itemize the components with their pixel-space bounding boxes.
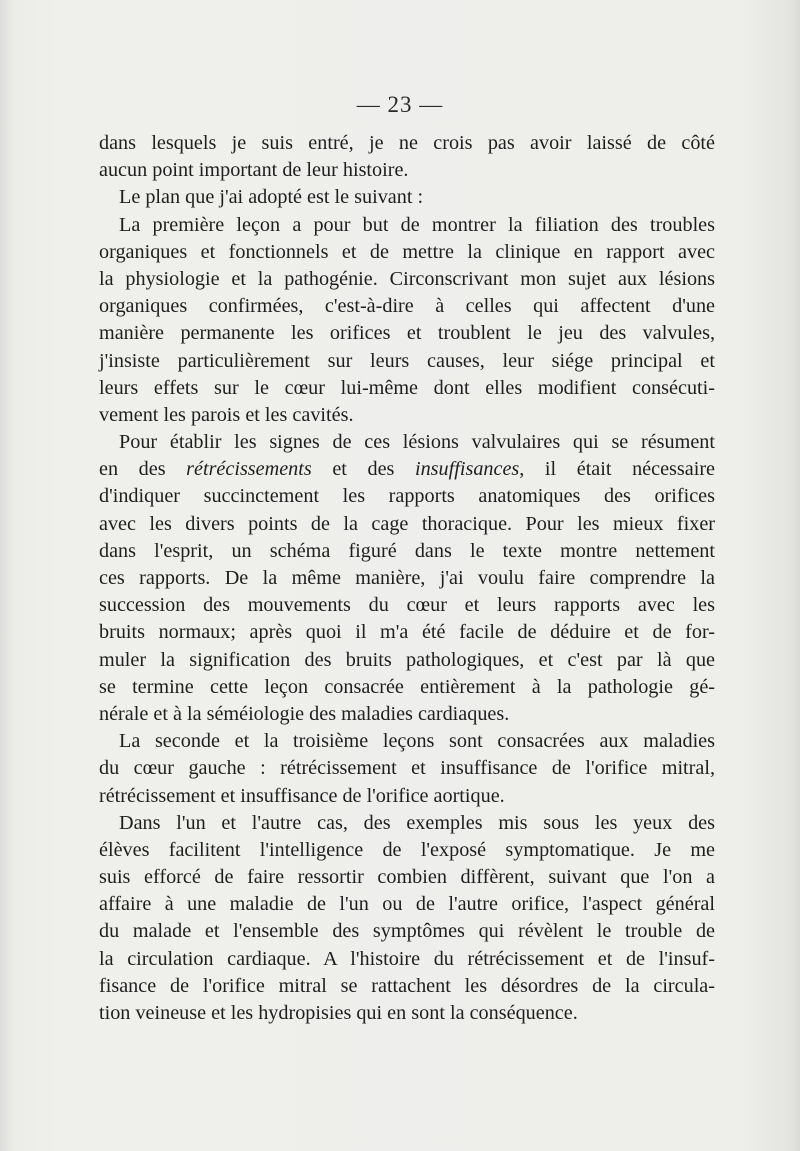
text-line: Le plan que j'ai adopté est le suivant : bbox=[119, 186, 424, 209]
text-fragment: , il était nécessaire bbox=[519, 458, 716, 481]
text-line: ces rapports. De la même manière, j'ai voulu faire comprendre la bbox=[99, 567, 715, 589]
text-line: Pour établir les signes de ces lésions valvulaires qui se résument bbox=[119, 431, 715, 454]
text-line: manière permanente les orifices et troublent le jeu des valvules, bbox=[99, 322, 715, 345]
text-line: organiques et fonctionnels et de mettre la clinique en rapport avec bbox=[99, 240, 715, 263]
paragraph bbox=[99, 184, 715, 211]
text-line: Dans l'un et l'autre cas, des exemples mis sous les yeux des bbox=[119, 811, 715, 834]
text-line: tion veineuse et les hydropisies qui en sont la conséquence. bbox=[99, 1002, 578, 1024]
text-line: La première leçon a pour but de montrer la filiation des troubles bbox=[119, 213, 715, 236]
text-line: succession des mouvements du cœur et leurs rapports avec les bbox=[99, 594, 715, 617]
text-line: du malade et l'ensemble des symptômes qui révèlent le trouble de bbox=[99, 920, 715, 943]
text-line: bruits normaux; après quoi il m'a été facile de déduire et de for- bbox=[99, 621, 715, 644]
italic-term-retrecissements: rétrécissements bbox=[186, 458, 312, 481]
text-fragment: en des bbox=[99, 458, 187, 481]
text-line: vement les parois et les cavités. bbox=[99, 403, 354, 426]
text-line: leurs effets sur le cœur lui-même dont elles modifient consécuti- bbox=[99, 376, 715, 399]
text-line: élèves facilitent l'intelligence de l'exposé symptomatique. Je me bbox=[99, 838, 715, 861]
text-line: suis efforcé de faire ressortir combien diffèrent, suivant que l'on a bbox=[99, 866, 715, 889]
text-line: muler la signification des bruits pathologiques, et c'est par là que bbox=[99, 648, 715, 671]
text-line: dans lesquels je suis entré, je ne crois pas avoir laissé de côté bbox=[99, 132, 715, 154]
text-line: la physiologie et la pathogénie. Circonscrivant mon sujet aux lésions bbox=[99, 267, 715, 290]
page-number: — 23 — bbox=[356, 92, 444, 117]
text-line: du cœur gauche : rétrécissement et insuffisance de l'orifice mitral, bbox=[99, 757, 715, 780]
text-line: aucun point important de leur histoire. bbox=[99, 159, 409, 182]
paragraph bbox=[99, 728, 715, 810]
text-line: se termine cette leçon consacrée entièrement à la pathologie gé- bbox=[99, 675, 715, 698]
text-line: La seconde et la troisième leçons sont consacrées aux maladies bbox=[119, 730, 715, 753]
paragraph bbox=[99, 810, 715, 1028]
text-line: rétrécissement et insuffisance de l'orifice aortique. bbox=[99, 784, 505, 807]
italic-term-insuffisances: insuffisances bbox=[414, 458, 520, 481]
text-line-with-italics bbox=[99, 456, 715, 483]
text-line: dans l'esprit, un schéma figuré dans le texte montre nettement bbox=[99, 539, 715, 562]
paragraph bbox=[99, 429, 715, 728]
text-line: avec les divers points de la cage thoracique. Pour les mieux fixer bbox=[99, 512, 715, 535]
text-fragment: et des bbox=[311, 458, 415, 481]
text-line: affaire à une maladie de l'un ou de l'autre orifice, l'aspect général bbox=[99, 893, 715, 916]
paragraph bbox=[99, 130, 715, 184]
paragraph bbox=[99, 212, 715, 430]
text-line: organiques confirmées, c'est-à-dire à celles qui affectent d'une bbox=[99, 295, 715, 318]
text-line: j'insiste particulièrement sur leurs causes, leur siége principal et bbox=[99, 349, 715, 372]
body-text bbox=[99, 130, 715, 1027]
text-line: fisance de l'orifice mitral se rattachent les désordres de la circula- bbox=[99, 974, 715, 997]
text-line: la circulation cardiaque. A l'histoire du rétrécissement et de l'insuf- bbox=[99, 947, 715, 970]
text-line: nérale et à la séméiologie des maladies cardiaques. bbox=[99, 702, 510, 725]
text-line: d'indiquer succinctement les rapports anatomiques des orifices bbox=[99, 485, 715, 508]
